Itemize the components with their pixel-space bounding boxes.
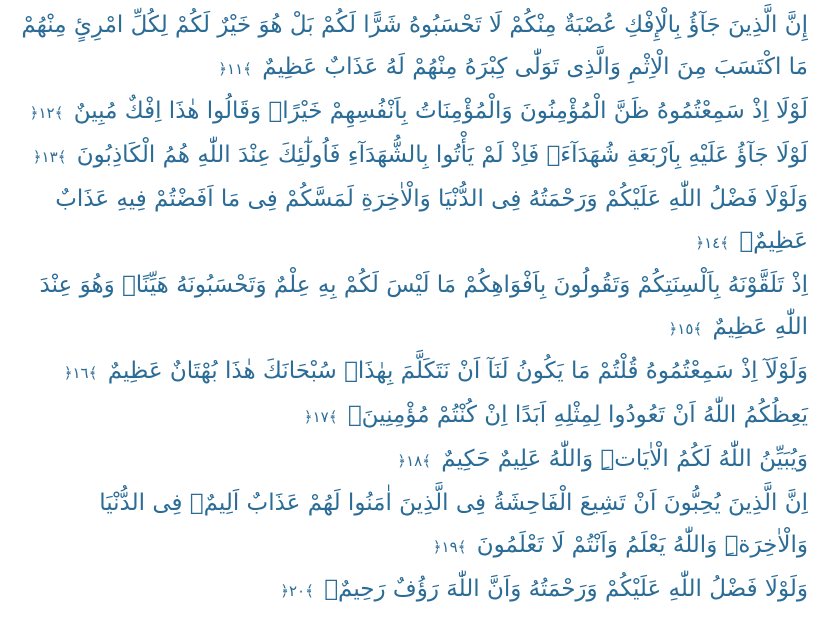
- verse-number: ﴿١٨﴾: [397, 452, 431, 470]
- verse-text: اِنَّ الَّذِينَ يُحِبُّونَ اَنْ تَشِيعَ الْفَاحِشَةُ فِى الَّذِينَ اٰمَنُوا لَهُمْ عَذَابٌ اَلِيمٌۙ فِى الدُّنْيَا وَالْاٰخِرَةِۜ وَاللّٰهُ يَعْلَمُ وَاَنْتُمْ لَا تَعْلَمُونَ: [99, 490, 808, 558]
- verse-number: ﴿١٢﴾: [29, 104, 64, 122]
- verse-20: [12, 568, 808, 612]
- verse-text: اِذْ تَلَقَّوْنَهُ بِاَلْسِنَتِكُمْ وَتَقُولُونَ بِاَفْوَاهِكُمْ مَا لَيْسَ لَكُمْ بِهِ عِلْمٌ وَتَحْسَبُونَهُ هَيِّنًاۗ وَهُوَ عِنْدَ اللّٰهِ عَظِيمٌ: [39, 272, 808, 340]
- verse-text: إِنَّ الَّذِينَ جَآؤُ بِالْإِفْكِ عُصْبَةٌ مِنْكُمْ لَا تَحْسَبُوهُ شَرًّا لَكُمْ بَلْ هُوَ خَيْرٌ لَكُمْ لِكُلِّ امْرِئٍ مِنْهُمْ مَا اكْتَسَبَ مِنَ الْاِثْمِ وَالَّذِى تَوَلّٰى كِبْرَهُ مِنْهُمْ لَهُ عَذَابٌ عَظِيمٌ: [21, 12, 808, 80]
- verse-text: وَلَوْلَآ اِذْ سَمِعْتُمُوهُ قُلْتُمْ مَا يَكُونُ لَنَآ اَنْ نَتَكَلَّمَ بِهٰذَاۗ سُبْحَانَكَ هٰذَا بُهْتَانٌ عَظِيمٌ: [107, 358, 808, 384]
- verse-14: [12, 178, 808, 264]
- verse-text: وَلَوْلَا فَضْلُ اللّٰهِ عَلَيْكُمْ وَرَحْمَتُهُ فِى الدُّنْيَا وَالْاٰخِرَةِ لَمَسَّكُمْ فِى مَا اَفَضْتُمْ فِيهِ عَذَابٌ عَظِيمٌۚ: [55, 186, 808, 254]
- verse-text: يَعِظُكُمُ اللّٰهُ اَنْ تَعُودُوا لِمِثْلِهِ اَبَدًا اِنْ كُنْتُمْ مُؤْمِنِينَۚ: [347, 402, 808, 428]
- verse-number: ﴿١٤﴾: [695, 234, 730, 252]
- verse-number: ﴿١١﴾: [218, 60, 252, 78]
- verse-17: [12, 394, 808, 438]
- verse-text: لَوْلَا جَآؤُ عَلَيْهِ بِاَرْبَعَةِ شُهَدَآءَۚ فَاِذْ لَمْ يَأْتُوا بِالشُّهَدَآءِ فَاُولٰٓئِكَ عِنْدَ اللّٰهِ هُمُ الْكَاذِبُونَ: [76, 142, 808, 168]
- verse-number: ﴿١٩﴾: [432, 538, 467, 556]
- verse-text: وَيُبَيِّنُ اللّٰهُ لَكُمُ الْاٰيَاتِۜ وَاللّٰهُ عَلِيمٌ حَكِيمٌ: [441, 446, 808, 472]
- verse-number: ﴿١٥﴾: [668, 320, 703, 338]
- verse-text: لَوْلَا اِذْ سَمِعْتُمُوهُ ظَنَّ الْمُؤْمِنُونَ وَالْمُؤْمِنَاتُ بِاَنْفُسِهِمْ خَيْرًاۙ وَقَالُوا هٰذَا اِفْكٌ مُبِينٌ: [73, 98, 808, 124]
- verse-18: [12, 438, 808, 482]
- verse-19: [12, 482, 808, 568]
- verse-16: [12, 350, 808, 394]
- verse-text: وَلَوْلَا فَضْلُ اللّٰهِ عَلَيْكُمْ وَرَحْمَتُهُ وَاَنَّ اللّٰهَ رَؤُفٌ رَحِيمٌۚ: [324, 576, 808, 602]
- verse-number: ﴿١٣﴾: [32, 148, 67, 166]
- verse-number: ﴿٢٠﴾: [280, 582, 314, 600]
- verse-11: [12, 4, 808, 90]
- verse-number: ﴿١٦﴾: [63, 364, 98, 382]
- verse-12: [12, 90, 808, 134]
- verse-15: [12, 264, 808, 350]
- verse-number: ﴿١٧﴾: [303, 408, 338, 426]
- verse-13: [12, 134, 808, 178]
